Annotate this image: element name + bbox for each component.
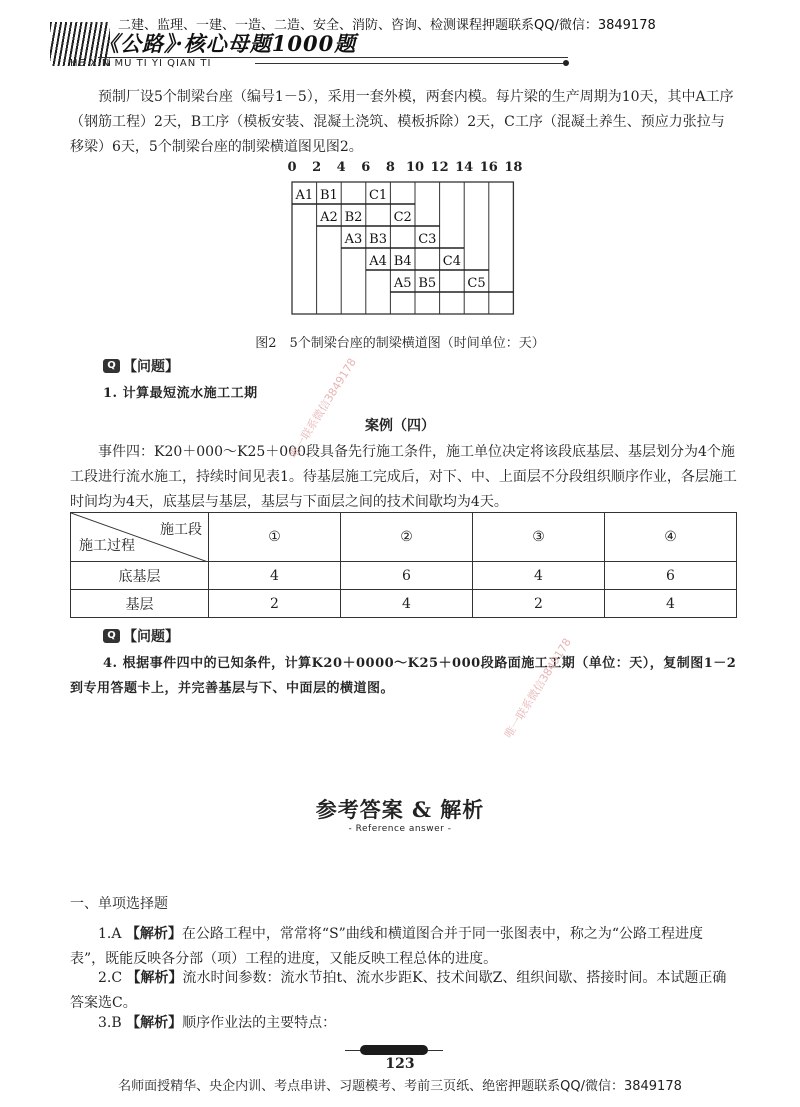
answer-number: 2.C bbox=[98, 970, 123, 986]
column-header: ④ bbox=[605, 513, 737, 562]
axis-tick-label: 4 bbox=[336, 160, 346, 175]
question-header-1 bbox=[103, 356, 179, 376]
axis-tick-label: 16 bbox=[479, 160, 498, 175]
task-label: C4 bbox=[442, 254, 462, 269]
table-cell: 4 bbox=[341, 590, 473, 618]
question-badge-label: 【问题】 bbox=[123, 359, 179, 375]
task-label: A5 bbox=[393, 276, 412, 291]
answer-item bbox=[70, 922, 738, 972]
book-title: 《公路》·核心母题1000题 bbox=[98, 31, 357, 56]
answer-tag: 【解析】 bbox=[126, 1015, 183, 1031]
task-label: B1 bbox=[319, 188, 338, 203]
axis-tick-label: 8 bbox=[385, 160, 395, 175]
table-cell: 6 bbox=[605, 562, 737, 590]
case-paragraph: 事件四：K20＋000～K25＋000段具备先行施工条件，施工单位决定将该段底基层、基层划分为4个施工段进行流水施工，持续时间见表1。待基层施工完成后，对下、中、上面层不分段组织顺序作业，各层施工时间均为4天，底基层与基层，基层与下面层之间的技术间歇均为4天。 bbox=[70, 444, 737, 510]
table-cell: 4 bbox=[473, 562, 605, 590]
column-header: ② bbox=[341, 513, 473, 562]
answer-number: 3.B bbox=[98, 1015, 122, 1031]
table-row bbox=[71, 590, 737, 618]
footer-promo-text: 名师面授精华、央企内训、考点串讲、习题模考、考前三页纸、绝密押题联系QQ/微信：3849178 bbox=[118, 1079, 682, 1094]
answer-text: 顺序作业法的主要特点： bbox=[182, 1015, 337, 1031]
answer-item bbox=[70, 966, 738, 1016]
axis-tick-label: 14 bbox=[455, 160, 474, 175]
answer-text: 在公路工程中，常常将“S”曲线和横道图合并于同一张图表中，称之为“公路工程进度表”，既能反映各分部（项）工程的进度，又能反映工程总体的进度。 bbox=[70, 926, 703, 967]
axis-tick-label: 6 bbox=[361, 160, 371, 175]
task-label: C3 bbox=[418, 232, 437, 247]
task-label: B2 bbox=[344, 210, 363, 225]
task-label: B4 bbox=[393, 254, 412, 269]
answer-item bbox=[70, 1011, 738, 1036]
table-cell: 2 bbox=[473, 590, 605, 618]
page-number-bar bbox=[360, 1045, 428, 1055]
corner-top-label: 施工段 bbox=[160, 522, 202, 538]
question-badge-label: 【问题】 bbox=[123, 629, 179, 645]
task-label: C1 bbox=[368, 188, 388, 203]
row-label: 基层 bbox=[71, 590, 209, 618]
gantt-chart bbox=[280, 158, 540, 330]
header-sub-divider bbox=[255, 63, 565, 64]
answers-subtitle: - Reference answer - bbox=[348, 824, 452, 834]
question-icon: Q bbox=[103, 629, 120, 643]
table-cell: 2 bbox=[209, 590, 341, 618]
answers-section-title: 一、单项选择题 bbox=[70, 896, 168, 912]
header-promo-text: 二建、监理、一建、一造、二造、安全、消防、咨询、检测课程押题联系QQ/微信：3849178 bbox=[118, 18, 656, 33]
axis-tick-label: 10 bbox=[405, 160, 425, 175]
answer-number: 1.A bbox=[98, 926, 122, 942]
question-header-2 bbox=[103, 626, 179, 646]
question-icon: Q bbox=[103, 359, 120, 373]
header-pinyin: HE XIN MU TI YI QIAN TI bbox=[70, 58, 212, 69]
task-label: A4 bbox=[369, 254, 387, 269]
column-header: ① bbox=[209, 513, 341, 562]
axis-tick-label: 18 bbox=[504, 160, 523, 175]
table-cell: 4 bbox=[605, 590, 737, 618]
header-dot bbox=[563, 60, 569, 66]
column-header: ③ bbox=[473, 513, 605, 562]
table-cell: 6 bbox=[341, 562, 473, 590]
axis-tick-label: 12 bbox=[430, 160, 449, 175]
question-4-text: 4. 根据事件四中的已知条件，计算K20＋0000～K25＋000段路面施工工期（单位：天），复制图1－2到专用答题卡上，并完善基层与下、中面层的横道图。 bbox=[70, 656, 737, 696]
table-header-row bbox=[71, 513, 737, 562]
answer-text: 流水时间参数：流水节拍t、流水步距K、技术间歇Z、组织间歇、搭接时间。本试题正确答案选C。 bbox=[70, 970, 727, 1011]
watermark: 唯一联系微信3849178 bbox=[286, 356, 359, 461]
answers-title: 参考答案 & 解析 bbox=[315, 797, 485, 822]
task-label: B5 bbox=[418, 276, 437, 291]
task-label: C2 bbox=[393, 210, 412, 225]
task-label: A1 bbox=[295, 188, 314, 203]
axis-tick-label: 0 bbox=[287, 160, 297, 175]
question-1-text: 1. 计算最短流水施工工期 bbox=[103, 386, 258, 401]
task-label: B3 bbox=[369, 232, 388, 247]
watermark: 唯一联系微信3849178 bbox=[501, 636, 574, 741]
task-label: C5 bbox=[467, 276, 486, 291]
answer-tag: 【解析】 bbox=[126, 970, 183, 986]
intro-paragraph: 预制厂设5个制梁台座（编号1－5），采用一套外模，两套内模。每片梁的生产周期为10天，其中A工序（钢筋工程）2天，B工序（模板安装、混凝土浇筑、模板拆除）2天，C工序（混凝土养生、预应力张拉与移梁）6天，5个制梁台座的制梁横道图见图2。 bbox=[70, 89, 734, 155]
table-corner-cell bbox=[71, 513, 209, 562]
case-title: 案例（四） bbox=[365, 418, 435, 434]
task-label: A3 bbox=[344, 232, 363, 247]
row-label: 底基层 bbox=[71, 562, 209, 590]
corner-bottom-label: 施工过程 bbox=[79, 538, 135, 554]
task-label: A2 bbox=[320, 210, 338, 225]
construction-table bbox=[70, 512, 737, 618]
table-cell: 4 bbox=[209, 562, 341, 590]
answer-tag: 【解析】 bbox=[125, 926, 182, 942]
figure-caption: 图2 5个制梁台座的制梁横道图（时间单位：天） bbox=[255, 336, 545, 351]
axis-tick-label: 2 bbox=[312, 160, 322, 175]
table-row bbox=[71, 562, 737, 590]
page-number: 123 bbox=[385, 1056, 415, 1072]
